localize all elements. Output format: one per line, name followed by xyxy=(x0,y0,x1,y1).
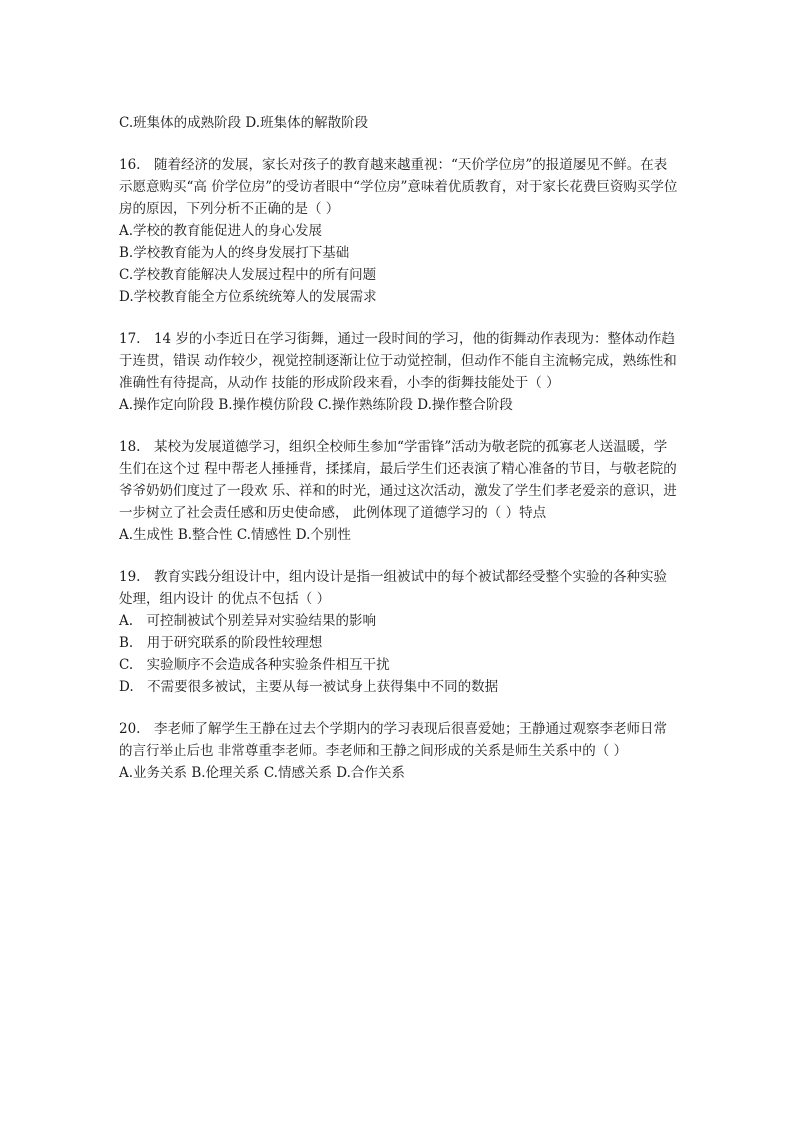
q17-options: A.操作定向阶段 B.操作模仿阶段 C.操作熟练阶段 D.操作整合阶段 xyxy=(119,397,513,413)
question-18: 18. 某校为发展道德学习，组织全校师生参加“学雷锋”活动为敬老院的孤寡老人送温暖，学生们在这个过 程中帮老人捶捶背，揉揉肩，最后学生们还表演了精心准备的节目，与敬老院的爷爷奶奶们度过了一段欢 乐、祥和的时光，通过这次活动，激发了学生们孝老爱亲的意识，进一步树立了社会责任感和历史使命感， 此例体现了道德学习的（ ）特点 xyxy=(119,439,677,521)
question-17: 17. 14 岁的小李近日在学习街舞，通过一段时间的学习，他的街舞动作表现为：整体动作趋于连贯，错误 动作较少，视觉控制逐渐让位于动觉控制，但动作不能自主流畅完成，熟练性和准确性有待提高，从动作 技能的形成阶段来看，小李的街舞技能处于（ ） xyxy=(119,331,677,391)
q20-options: A.业务关系 B.伦理关系 C.情感关系 D.合作关系 xyxy=(119,765,405,781)
q19-option-b: B. 用于研究联系的阶段性较理想 xyxy=(119,635,323,651)
q19-option-d: D. 不需要很多被试，主要从每一被试身上获得集中不同的数据 xyxy=(119,679,499,695)
q16-option-c: C.学校教育能解决人发展过程中的所有问题 xyxy=(119,267,377,283)
q16-option-a: A.学校的教育能促进人的身心发展 xyxy=(119,223,323,239)
q15-options: C.班集体的成熟阶段 D.班集体的解散阶段 xyxy=(119,115,369,131)
question-16: 16. 随着经济的发展，家长对孩子的教育越来越重视：“天价学位房”的报道屡见不鲜。在表示愿意购买“高 价学位房”的受访者眼中“学位房”意味着优质教育，对于家长花费巨资购买学位房的原因，下列分析不正确的是（ ） xyxy=(119,157,678,217)
question-20: 20. 李老师了解学生王静在过去个学期内的学习表现后很喜爱她；王静通过观察李老师日常的言行举止后也 非常尊重李老师。李老师和王静之间形成的关系是师生关系中的（ ） xyxy=(119,721,667,759)
question-19: 19. 教育实践分组设计中，组内设计是指一组被试中的每个被试都经受整个实验的各种实验处理，组内设计 的优点不包括（ ） xyxy=(119,569,667,607)
document-page xyxy=(119,112,679,784)
q18-options: A.生成性 B.整合性 C.情感性 D.个别性 xyxy=(119,527,351,543)
q16-option-b: B.学校教育能为人的终身发展打下基础 xyxy=(119,245,350,261)
q16-option-d: D.学校教育能全方位系统统筹人的发展需求 xyxy=(119,289,377,305)
q19-option-a: A. 可控制被试个别差异对实验结果的影响 xyxy=(119,613,377,629)
q19-option-c: C. 实验顺序不会造成各种实验条件相互干扰 xyxy=(119,657,390,673)
